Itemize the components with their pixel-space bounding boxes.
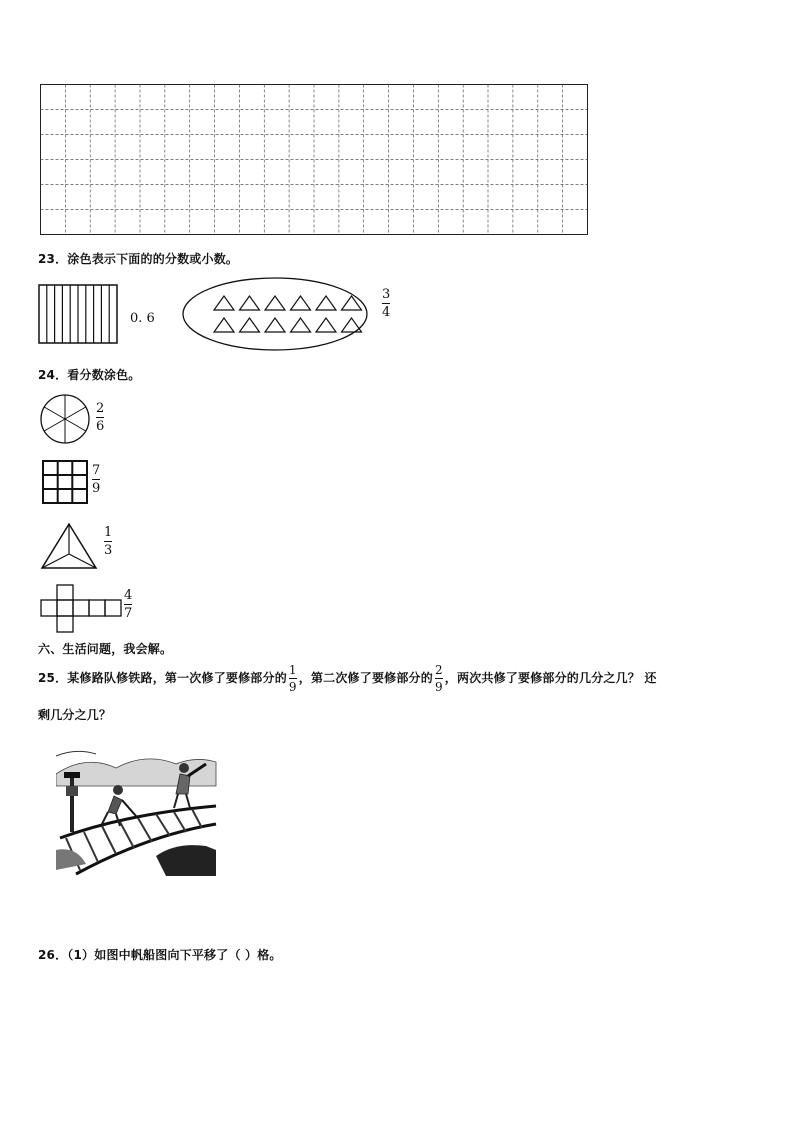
question-25-line1: 25．某修路队修铁路，第一次修了要修部分的 $\frac{1}{9}$ ，第二次修了要修部分的 $\frac{2}{9}$ ，两次共修了要修部分的几分之几？ 还 — [38, 663, 657, 694]
fraction-2-6: 2 6 — [96, 401, 105, 434]
triangle-icon[interactable] — [214, 296, 234, 310]
striped-rectangle[interactable] — [38, 284, 120, 346]
fraction-7-9: 7 9 — [92, 463, 101, 496]
question-26-text: 26．（1）如图中帆船图向下平移了（ ）格。 — [38, 948, 282, 962]
fraction-1-3: 1 3 — [104, 525, 113, 558]
question-24-text: 24．看分数涂色。 — [38, 368, 141, 382]
fraction-4-7: 4 7 — [124, 588, 133, 621]
fraction-1-9: $\frac{1}{9}$ — [288, 663, 297, 694]
triangle-icon[interactable] — [240, 318, 260, 332]
question-23-text: 23．涂色表示下面的的分数或小数。 — [38, 252, 239, 266]
triangle-icon[interactable] — [291, 318, 311, 332]
question-25-line2: 剩几分之几？ — [38, 708, 112, 722]
writing-grid — [40, 84, 590, 236]
triangle-icon[interactable] — [265, 296, 285, 310]
fraction-2-9: $\frac{2}{9}$ — [434, 663, 443, 694]
triangle-three-parts[interactable] — [40, 522, 98, 570]
decimal-label: 0. 6 — [130, 311, 155, 326]
section-6-title: 六、生活问题，我会解。 — [38, 642, 173, 656]
triangle-icon[interactable] — [214, 318, 234, 332]
railway-workers-illustration — [56, 746, 218, 876]
triangle-icon[interactable] — [316, 296, 336, 310]
triangle-icon[interactable] — [240, 296, 260, 310]
triangle-icon[interactable] — [291, 296, 311, 310]
triangle-icon[interactable] — [316, 318, 336, 332]
grid-3x3[interactable] — [42, 460, 88, 504]
triangle-icon[interactable] — [265, 318, 285, 332]
cube-net[interactable] — [40, 584, 124, 634]
ellipse-of-triangles[interactable] — [180, 276, 370, 354]
circle-six-parts[interactable] — [38, 392, 92, 446]
fraction-3-4: 3 4 — [382, 287, 391, 320]
